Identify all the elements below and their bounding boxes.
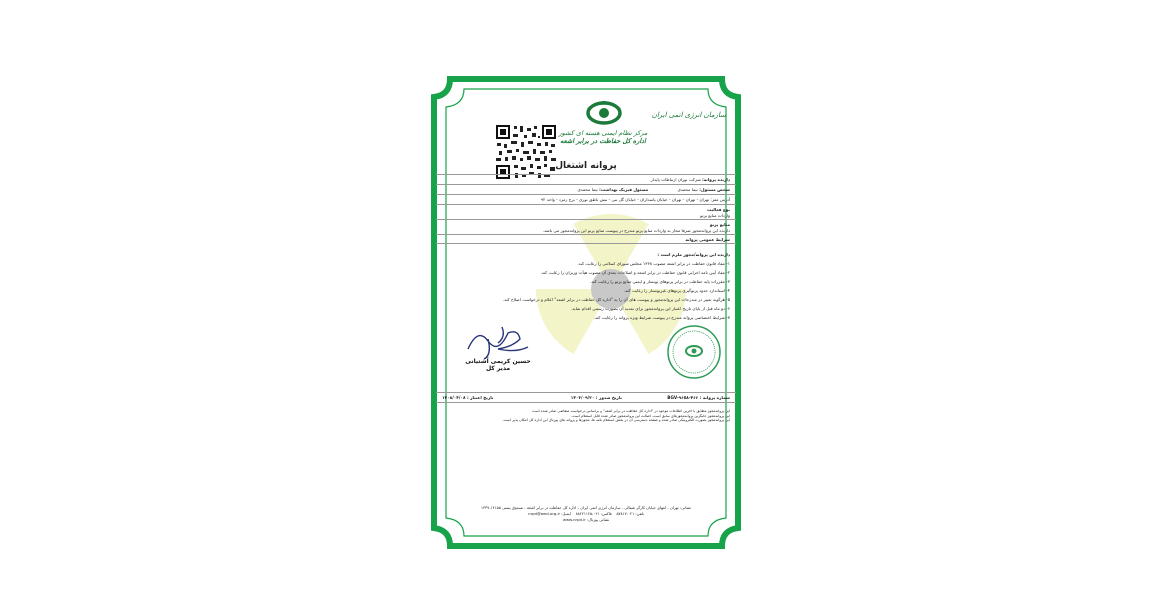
divider bbox=[436, 392, 736, 393]
health-physics-label: مسئول فیزیک بهداشت: bbox=[599, 187, 649, 192]
certificate-body bbox=[436, 89, 736, 536]
footer-fax: فاکس: ۰۲۱-۸۸۲۲۱۱۲۵ bbox=[575, 511, 612, 516]
expiry-date: تاریخ اعتبار : ۱۴۰۸/۰۴/۰۸ bbox=[442, 395, 494, 400]
obligation-item: ۷- شرایط اختصاصی پروانه مندرج در پیوست شرایط ویژه پروانه را رعایت کند. bbox=[593, 315, 730, 320]
health-physics-value: نیما محمدی bbox=[577, 187, 598, 192]
obligation-item: ۵- هرگونه تغییر در مندرجات این پروانه‌مجوز و پیوست های آن را به "اداره کل حفاظت در برابر اشعه" اعلام و درخواست اصلاح کند. bbox=[502, 297, 730, 302]
emblem-caption bbox=[554, 129, 652, 145]
obligations-label: دارنده این پروانه/مجوز ملزم است : bbox=[657, 252, 730, 257]
holder-value: شرکت نوران ارتباطات پایدار bbox=[650, 177, 701, 182]
divider bbox=[436, 184, 736, 185]
responsible-row bbox=[442, 187, 730, 192]
obligation-item: ۴- استاندارد حدود پرتوگیری پرتوهای غیریونساز را رعایت کند. bbox=[623, 288, 730, 293]
activity-value: واردات منابع پرتو bbox=[700, 213, 730, 218]
footer-address: نشانی: تهران - انتهای خیابان کارگر شمالی - سازمان انرژی اتمی ایران - اداره کل حفاظت در برابر اشعه - صندوق پستی ۱۴۱۵۵-۱۳۳۹ bbox=[480, 505, 692, 510]
source-label: منابع پرتو bbox=[709, 222, 730, 227]
footer bbox=[476, 505, 696, 523]
organization-name: سازمان انرژی اتمی ایران bbox=[651, 111, 726, 119]
holder-row bbox=[442, 177, 730, 182]
source-text: دارنده این پروانه‌مجوز صرفا مجاز به واردات منابع پرتو مندرج در پیوست منابع پرتو این پروانه‌مجوز می باشد. bbox=[542, 228, 730, 233]
general-conditions-label: شرایط عمومی پروانه bbox=[685, 237, 730, 242]
signer-name: حسین کریمی آشتیانی bbox=[465, 358, 531, 365]
address-row: آدرس مقر: تهران - تهران - تهران - خیابان پاسداران - خیابان گل نبی - نبش ناطق نوری - برج زمرد - واحد ۹۲ bbox=[540, 197, 730, 202]
note-item: این پروانه‌مجوز جایگزین پروانه‌مجوزهای سابق است. اصالت این پروانه‌مجوز صادر شده قابل استعلام است. bbox=[571, 413, 730, 418]
emblem-caption-line-2: اداره کل حفاظت در برابر اشعه bbox=[560, 137, 646, 145]
activity-label: نوع فعالیت bbox=[707, 207, 730, 212]
license-number: شماره پروانه : BGV-۹۶۵۸-۴۶۶ bbox=[667, 395, 730, 400]
handwritten-signature bbox=[458, 319, 538, 373]
obligation-item: ۱- مفاد قانون حفاظت در برابر اشعه مصوب ۱۳۶۸ مجلس شورای اسلامی را رعایت کند. bbox=[577, 261, 730, 266]
footer-phone: تلفن: ۰۲۱-۵۷۸۱۷ bbox=[616, 511, 644, 516]
note-item: این پروانه‌مجوز مطابق با آخرین اطلاعات موجود در "اداره کل حفاظت در برابر اشعه" و براساس درخواست متقاضی صادر شده است bbox=[532, 409, 730, 413]
signer-role: مدیر کل bbox=[485, 365, 511, 372]
footer-email: ایمیل: nrpd@aeoi.org.ir bbox=[528, 511, 571, 516]
obligation-item: ۲- مفاد آیین نامه اجرایی قانون حفاظت در برابر اشعه و اصلاحات بعدی آن مصوب هیأت وزیران را رعایت کند. bbox=[540, 270, 730, 275]
obligation-item: ۳- مقررات پایه حفاظت در برابر پرتوهای یونساز و ایمنی منابع پرتو را رعایت کند. bbox=[589, 279, 730, 284]
official-seal bbox=[666, 324, 722, 380]
obligation-item: ۶- دو ماه قبل از پایان تاریخ اعتبار این پروانه‌مجوز برای تمدید آن بصورت رسمی اقدام نماید. bbox=[570, 306, 730, 311]
holder-label: دارنده پروانه: bbox=[702, 177, 730, 182]
note-item: این پروانه‌مجوز بصورت الکترونیکی صادر شده و صفحه دسترسی آن در بخش استعلام نامه ها، مجوزها و پروانه های پورتال این اداره کل امکان پذیر است. bbox=[502, 418, 730, 423]
certificate-title: پروانه اشتغال bbox=[555, 161, 617, 171]
qr-code bbox=[494, 123, 558, 181]
footer-portal: نشانی پورتال: www.nrpd.ir bbox=[562, 517, 610, 522]
divider bbox=[436, 219, 736, 220]
divider bbox=[436, 402, 736, 403]
divider bbox=[436, 204, 736, 205]
notes bbox=[442, 409, 730, 423]
emblem-caption-line-1: مرکز نظام ایمنی هسته ای کشور bbox=[558, 129, 648, 137]
divider bbox=[436, 194, 736, 195]
divider bbox=[436, 174, 736, 175]
certificate bbox=[420, 75, 752, 550]
responsible-value: نیما محمدی bbox=[677, 187, 698, 192]
divider bbox=[436, 243, 736, 244]
divider bbox=[436, 234, 736, 235]
responsible-label: شخص مسئول: bbox=[699, 187, 730, 192]
issue-date: تاریخ صدور : ۱۴۰۳/۰۹/۲۰ bbox=[570, 395, 622, 400]
